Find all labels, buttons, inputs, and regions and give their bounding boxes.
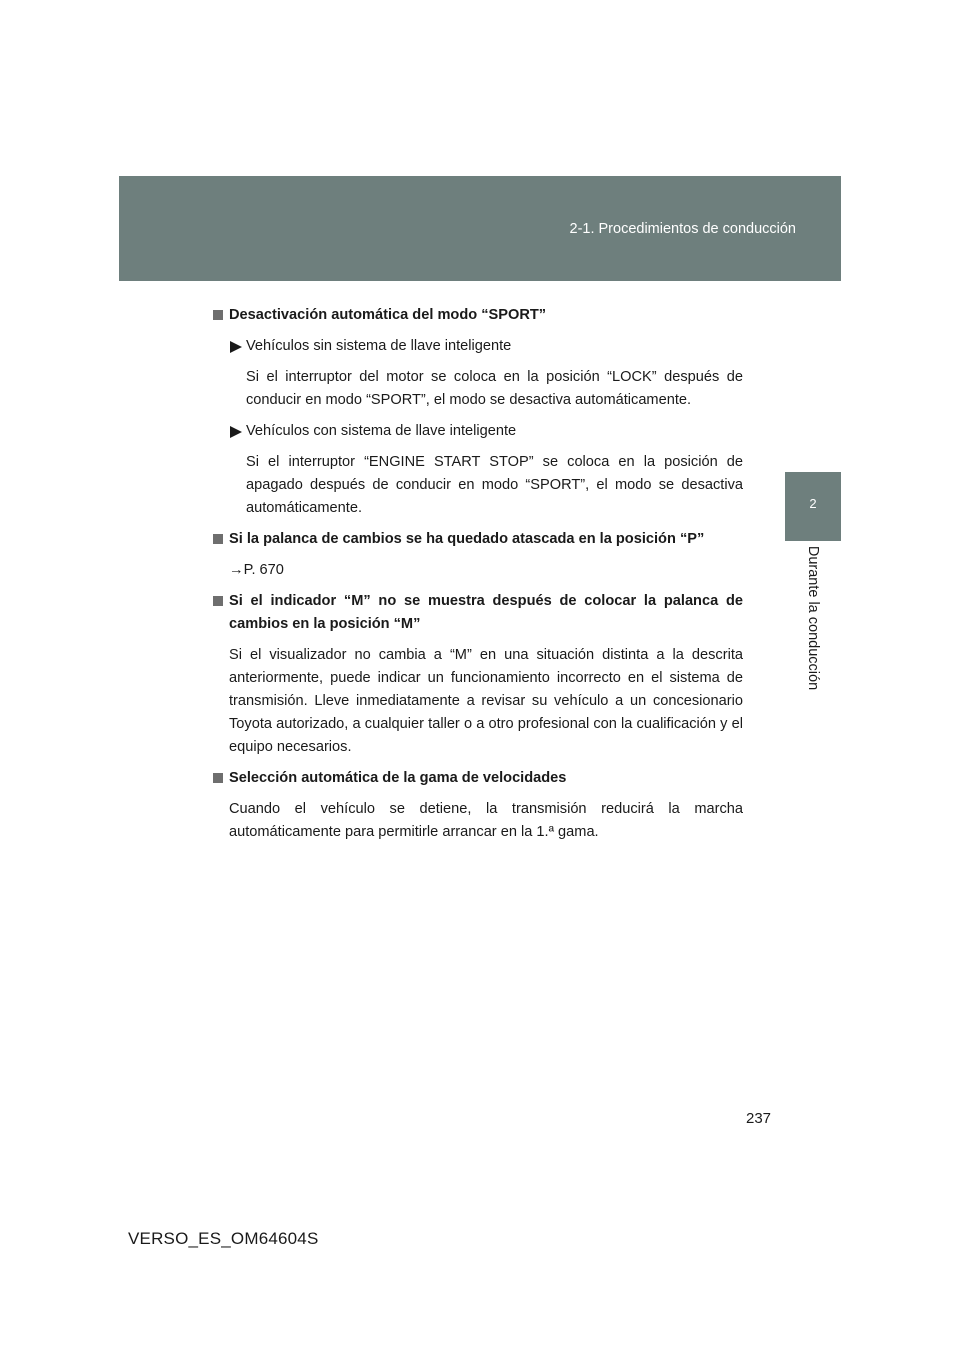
paragraph: Si el visualizador no cambia a “M” en una situación distinta a la descrita anteriormente, puede indicar un funcionamiento incorrecto en el sistema de transmisión. Lleve inmediatamente a revisar su vehículo a un concesionario Toyota autorizado, a cualquier taller o a otro profesional con la cualificación y el equipo necesarios.: [229, 647, 743, 755]
chapter-tab: [785, 472, 841, 541]
section-heading: Si la palanca de cambios se ha quedado atascada en la posición “P”: [213, 528, 743, 551]
page-reference: →P. 670: [229, 562, 284, 578]
section-heading: Desactivación automática del modo “SPORT”: [213, 304, 743, 327]
section-title: 2-1. Procedimientos de conducción: [569, 221, 796, 237]
paragraph: Cuando el vehículo se detiene, la transmisión reducirá la marcha automáticamente para permitirle arrancar en la 1.ª gama.: [229, 801, 743, 840]
triangle-bullet-icon: [230, 341, 242, 353]
paragraph: Si el interruptor del motor se coloca en la posición “LOCK” después de conducir en modo “SPORT”, el modo se desactiva automáticamente.: [246, 369, 743, 408]
square-bullet-icon: [213, 534, 223, 544]
chapter-label: Durante la conducción: [805, 545, 821, 691]
section-heading: Selección automática de la gama de velocidades: [213, 767, 743, 790]
square-bullet-icon: [213, 773, 223, 783]
chapter-number: 2: [809, 496, 817, 511]
condition-item: Vehículos con sistema de llave inteligente: [230, 420, 743, 443]
triangle-bullet-icon: [230, 426, 242, 438]
document-code: VERSO_ES_OM64604S: [128, 1229, 319, 1248]
paragraph: Si el interruptor “ENGINE START STOP” se coloca en la posición de apagado después de conducir en modo “SPORT”, el modo se desactiva automáticamente.: [246, 454, 743, 516]
square-bullet-icon: [213, 310, 223, 320]
page-content: [213, 304, 743, 852]
header-band: [119, 176, 841, 281]
page-number: 237: [746, 1110, 772, 1127]
square-bullet-icon: [213, 596, 223, 606]
condition-item: Vehículos sin sistema de llave inteligente: [230, 335, 743, 358]
section-heading: Si el indicador “M” no se muestra después de colocar la palanca de cambios en la posición “M”: [213, 590, 743, 636]
